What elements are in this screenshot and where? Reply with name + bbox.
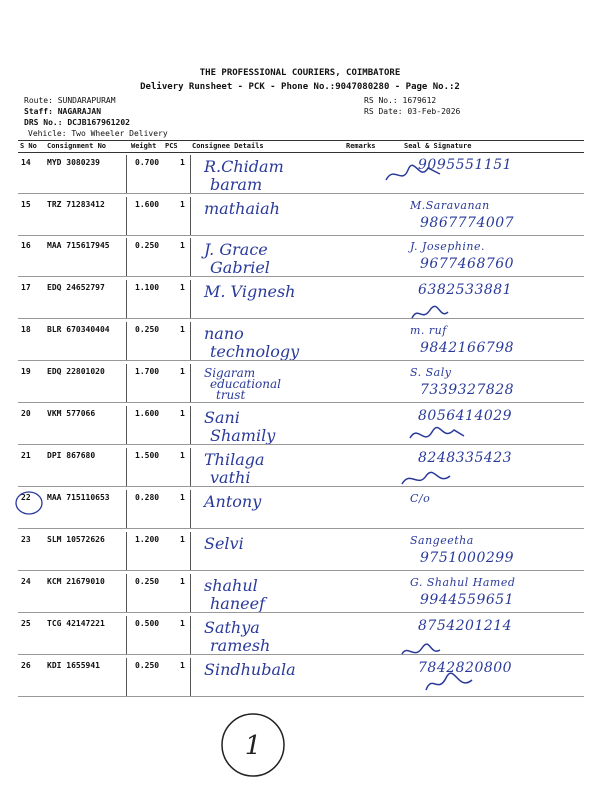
column-divider	[190, 616, 191, 654]
row-consignment-number: SLM 10572626	[47, 535, 105, 544]
col-header-seal: Seal & Signature	[404, 142, 472, 150]
row-pcs: 1	[180, 409, 185, 418]
col-header-pcs: PCS	[165, 142, 178, 150]
row-divider	[18, 276, 584, 277]
row-sno: 16	[21, 241, 31, 250]
column-divider	[126, 280, 127, 318]
staff-label: Staff: NAGARAJAN	[24, 107, 102, 116]
column-divider	[190, 197, 191, 235]
consignee-handwriting: Sindhubala	[204, 660, 296, 679]
signature-handwriting: S. Saly	[410, 366, 452, 379]
column-divider	[190, 532, 191, 570]
row-consignment-number: DPI 867680	[47, 451, 96, 460]
column-divider	[126, 532, 127, 570]
row-weight: 1.700	[135, 367, 160, 376]
consignee-handwriting: M. Vignesh	[204, 282, 296, 301]
signature-handwriting: 9751000299	[420, 550, 515, 566]
row-sno: 19	[21, 367, 31, 376]
row-consignment-number: KCM 21679010	[47, 577, 105, 586]
column-divider	[126, 448, 127, 486]
row-consignment-number: MAA 715110653	[47, 493, 110, 502]
signature-handwriting: M.Saravanan	[410, 199, 490, 212]
route-label: Route: SUNDARAPURAM	[24, 96, 116, 105]
signature-handwriting: 6382533881	[418, 282, 513, 298]
consignee-handwriting: Sani	[204, 408, 240, 427]
column-divider	[126, 155, 127, 193]
column-divider	[190, 490, 191, 528]
drs-number: DRS No.: DCJB167961202	[24, 118, 130, 127]
column-divider	[126, 616, 127, 654]
signature-handwriting: 9944559651	[420, 592, 515, 608]
signature-scribble	[384, 160, 444, 190]
row-pcs: 1	[180, 241, 185, 250]
row-consignment-number: TCG 42147221	[47, 619, 105, 628]
rs-number: RS No.: 1679612	[364, 96, 437, 105]
row-sno: 14	[21, 158, 31, 167]
consignee-handwriting: nano	[204, 324, 244, 343]
row-sno: 25	[21, 619, 31, 628]
signature-handwriting: m. ruf	[410, 324, 447, 337]
column-divider	[190, 280, 191, 318]
column-divider	[126, 322, 127, 360]
row-pcs: 1	[180, 535, 185, 544]
row-sno: 23	[21, 535, 31, 544]
signature-scribble	[424, 668, 484, 698]
consignee-handwriting: Antony	[204, 492, 262, 511]
row-divider	[18, 696, 584, 697]
signature-scribble	[400, 464, 460, 494]
column-divider	[126, 574, 127, 612]
circled-row-marker	[14, 490, 44, 516]
column-divider	[126, 238, 127, 276]
row-consignment-number: KDI 1655941	[47, 661, 100, 670]
row-pcs: 1	[180, 367, 185, 376]
column-divider	[190, 238, 191, 276]
signature-scribble	[410, 296, 470, 326]
row-weight: 0.250	[135, 241, 160, 250]
consignee-handwriting: Sathya	[204, 618, 260, 637]
row-sno: 20	[21, 409, 31, 418]
signature-handwriting: 9095551151	[418, 157, 513, 173]
row-pcs: 1	[180, 325, 185, 334]
signature-handwriting: C/o	[410, 492, 431, 505]
consignee-handwriting: educational	[210, 377, 281, 391]
row-sno: 21	[21, 451, 31, 460]
consignee-handwriting: vathi	[210, 468, 251, 487]
col-header-remarks: Remarks	[346, 142, 376, 150]
consignee-handwriting: baram	[210, 175, 263, 194]
signature-handwriting: 8248335423	[418, 450, 513, 466]
row-consignment-number: VKM 577066	[47, 409, 96, 418]
column-divider	[126, 197, 127, 235]
row-sno: 22	[21, 493, 31, 502]
column-divider	[190, 406, 191, 444]
consignee-handwriting: trust	[216, 388, 246, 402]
row-sno: 18	[21, 325, 31, 334]
row-pcs: 1	[180, 619, 185, 628]
rs-date: RS Date: 03-Feb-2026	[364, 107, 461, 116]
signature-handwriting: 9867774007	[420, 215, 515, 231]
row-weight: 1.200	[135, 535, 160, 544]
consignee-handwriting: mathaiah	[204, 199, 280, 218]
consignee-handwriting: shahul	[204, 576, 258, 595]
row-pcs: 1	[180, 158, 185, 167]
row-divider	[18, 654, 584, 655]
row-weight: 0.280	[135, 493, 160, 502]
row-weight: 0.250	[135, 661, 160, 670]
signature-handwriting: 7339327828	[420, 382, 515, 398]
table-top-line	[18, 140, 584, 141]
row-pcs: 1	[180, 661, 185, 670]
row-divider	[18, 360, 584, 361]
row-consignment-number: EDQ 24652797	[47, 283, 105, 292]
signature-handwriting: G. Shahul Hamed	[410, 576, 516, 589]
row-divider	[18, 318, 584, 319]
row-pcs: 1	[180, 451, 185, 460]
row-consignment-number: EDQ 22801020	[47, 367, 105, 376]
column-divider	[126, 364, 127, 402]
col-header-consignee: Consignee Details	[192, 142, 264, 150]
row-consignment-number: BLR 670340404	[47, 325, 110, 334]
row-weight: 0.500	[135, 619, 160, 628]
row-pcs: 1	[180, 493, 185, 502]
column-divider	[190, 448, 191, 486]
row-weight: 0.250	[135, 577, 160, 586]
company-title: THE PROFESSIONAL COURIERS, COIMBATORE	[199, 68, 401, 78]
consignee-handwriting: Shamily	[210, 426, 276, 445]
consignee-handwriting: Selvi	[204, 534, 244, 553]
column-divider	[126, 658, 127, 696]
header-bottom-line	[18, 152, 584, 153]
consignee-handwriting: technology	[210, 342, 300, 361]
row-weight: 1.600	[135, 200, 160, 209]
signature-handwriting: 9842166798	[420, 340, 515, 356]
signature-handwriting: 7842820800	[418, 660, 513, 676]
row-divider	[18, 612, 584, 613]
consignee-handwriting: R.Chidam	[204, 157, 284, 176]
row-weight: 0.250	[135, 325, 160, 334]
vehicle-label: Vehicle: Two Wheeler Delivery	[28, 129, 168, 138]
consignee-handwriting: Thilaga	[204, 450, 265, 469]
circled-page-mark	[218, 710, 288, 780]
signature-handwriting: 8056414029	[418, 408, 513, 424]
row-weight: 0.700	[135, 158, 160, 167]
signature-handwriting: 8754201214	[418, 618, 513, 634]
runsheet-title: Delivery Runsheet - PCK - Phone No.:9047080280 - Page No.:2	[140, 82, 460, 92]
column-divider	[190, 574, 191, 612]
row-sno: 15	[21, 200, 31, 209]
row-divider	[18, 570, 584, 571]
column-divider	[126, 406, 127, 444]
row-divider	[18, 193, 584, 194]
col-header-consignment: Consignment No	[47, 142, 107, 150]
consignee-handwriting: Gabriel	[210, 258, 270, 277]
consignee-handwriting: J. Grace	[204, 240, 268, 259]
row-divider	[18, 235, 584, 236]
row-sno: 26	[21, 661, 31, 670]
col-header-weight: Weight	[131, 142, 157, 150]
signature-handwriting: 9677468760	[420, 256, 515, 272]
signature-scribble	[408, 420, 468, 450]
column-divider	[190, 364, 191, 402]
column-divider	[126, 490, 127, 528]
row-consignment-number: MAA 715617945	[47, 241, 110, 250]
row-pcs: 1	[180, 200, 185, 209]
row-divider	[18, 528, 584, 529]
signature-handwriting: Sangeetha	[410, 534, 474, 547]
consignee-handwriting: Sigaram	[204, 366, 256, 380]
row-weight: 1.500	[135, 451, 160, 460]
row-consignment-number: TRZ 71283412	[47, 200, 105, 209]
page-mark-number: 1	[244, 731, 262, 761]
row-sno: 24	[21, 577, 31, 586]
signature-scribble	[400, 636, 460, 666]
row-weight: 1.100	[135, 283, 160, 292]
row-divider	[18, 444, 584, 445]
consignee-handwriting: ramesh	[210, 636, 271, 655]
row-divider	[18, 486, 584, 487]
row-pcs: 1	[180, 577, 185, 586]
row-sno: 17	[21, 283, 31, 292]
column-divider	[190, 155, 191, 193]
row-weight: 1.600	[135, 409, 160, 418]
row-consignment-number: MYD 3080239	[47, 158, 100, 167]
col-header-sno: S No	[20, 142, 37, 150]
row-pcs: 1	[180, 283, 185, 292]
consignee-handwriting: haneef	[210, 594, 266, 613]
row-divider	[18, 402, 584, 403]
signature-handwriting: J. Josephine.	[410, 240, 485, 253]
column-divider	[190, 658, 191, 696]
column-divider	[190, 322, 191, 360]
